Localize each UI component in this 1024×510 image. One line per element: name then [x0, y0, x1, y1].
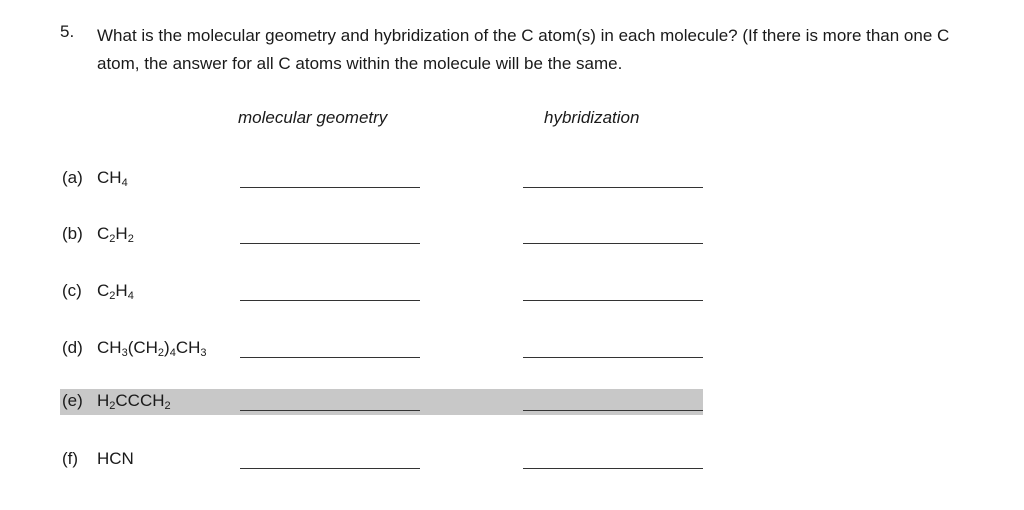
geometry-answer-blank[interactable] — [240, 468, 420, 469]
hybridization-answer-blank[interactable] — [523, 357, 703, 358]
question-row — [60, 389, 703, 415]
hybridization-answer-blank[interactable] — [523, 243, 703, 244]
question-row — [60, 279, 703, 305]
question-row — [60, 166, 703, 192]
row-letter: (b) — [62, 224, 83, 243]
chemical-formula: $C_2H_4$ — [97, 281, 134, 302]
chemical-formula: HCN — [97, 449, 134, 468]
column-header-hybridization: hybridization — [544, 108, 640, 127]
geometry-answer-blank[interactable] — [240, 243, 420, 244]
row-label — [62, 281, 134, 301]
row-label — [62, 338, 207, 358]
column-header-geometry: molecular geometry — [238, 108, 388, 127]
row-label — [62, 224, 134, 244]
row-letter: (e) — [62, 391, 83, 410]
hybridization-answer-blank[interactable] — [523, 468, 703, 469]
geometry-answer-blank[interactable] — [240, 410, 420, 411]
hybridization-answer-blank[interactable] — [523, 187, 703, 188]
question-number: 5. — [60, 22, 75, 41]
chemical-formula: $H_2CCCH_2$ — [97, 391, 171, 412]
row-letter: (a) — [62, 168, 83, 187]
chemical-formula: $CH_3(CH_2)_4CH_3$ — [97, 338, 207, 359]
question-row — [60, 336, 703, 362]
row-label — [62, 168, 128, 188]
geometry-answer-blank[interactable] — [240, 357, 420, 358]
hybridization-answer-blank[interactable] — [523, 410, 703, 411]
hybridization-answer-blank[interactable] — [523, 300, 703, 301]
row-label — [62, 449, 134, 469]
question-row — [60, 222, 703, 248]
row-letter: (c) — [62, 281, 82, 300]
question-text: What is the molecular geometry and hybridization of the C atom(s) in each molecule? (If there is more than one C atom, the answer for all C atoms within the molecule will be the same. — [97, 26, 950, 73]
geometry-answer-blank[interactable] — [240, 300, 420, 301]
row-letter: (d) — [62, 338, 83, 357]
geometry-answer-blank[interactable] — [240, 187, 420, 188]
row-label — [62, 391, 171, 411]
row-letter: (f) — [62, 449, 79, 468]
chemical-formula: $C_2H_2$ — [97, 224, 134, 245]
question-row — [60, 447, 703, 473]
chemical-formula: $CH_4$ — [97, 168, 128, 189]
